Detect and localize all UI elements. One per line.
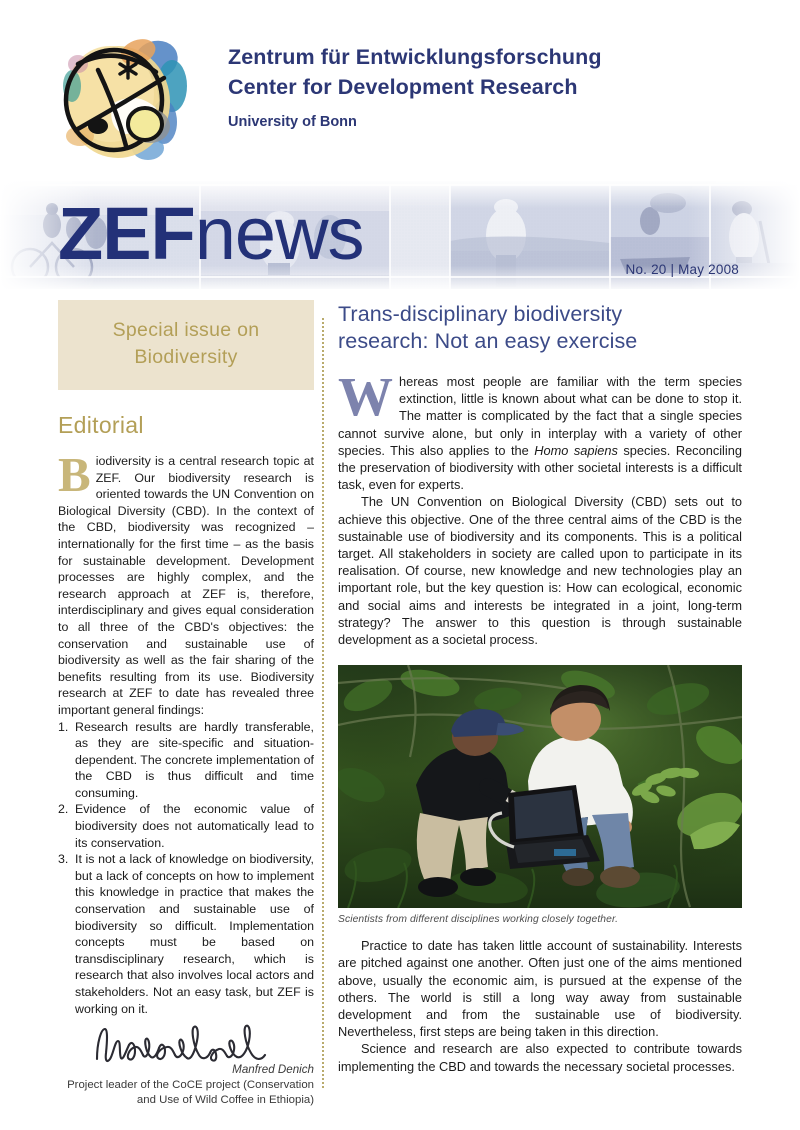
article-paragraph-1 (338, 366, 742, 493)
list-item (58, 851, 314, 1017)
signature-name: Manfred Denich (232, 1063, 314, 1077)
editorial-heading: Editorial (58, 412, 144, 438)
right-column (338, 300, 742, 1075)
editorial-intro-paragraph: Biodiversity is a central research topic at ZEF. Our biodiversity research is oriented towards the UN Convention on Biological Diversity (CBD). In the context of the CBD, biodiversity was recognized – internationally for the first time – as the basis for sustainable development. Development processes are highly complex, and the research approach at ZEF is, therefore, interdisciplinary and gives equal consideration to all three of the CBD's objectives: the conservation and sustainable use of biodiversity as well as the fair sharing of the benefits resulting from its use. Biodiversity research at ZEF to date has revealed three important general findings: (58, 447, 314, 717)
article-title-line-2: research: Not an easy exercise (338, 329, 638, 353)
article-paragraph-1-b: species. Reconciling the preservation of biodiversity with other societal interests is a difficult task, even for experts. (338, 442, 742, 493)
list-item-text: Research results are hardly transferable, as they are site-specific and situation-dependent. The concrete implementation of the CBD is thus difficult and time consuming. (75, 719, 314, 800)
article-body-bottom (338, 937, 742, 1075)
issue-number: No. 20 | May 2008 (625, 262, 739, 277)
left-column (58, 300, 314, 1108)
list-item (58, 719, 314, 802)
list-item-number: 1. (58, 719, 69, 734)
article-body-top (338, 366, 742, 648)
special-issue-line-1: Special issue on (112, 319, 260, 341)
org-affiliation: University of Bonn (228, 114, 357, 130)
scientists-in-forest-photo-icon (338, 665, 742, 908)
masthead-title (58, 193, 364, 275)
signature-role: Project leader of the CoCE project (Conservation and Use of Wild Coffee in Ethiopia) (67, 1079, 314, 1107)
article-paragraph-1-italic: Homo sapiens (534, 442, 618, 458)
organization-names (228, 42, 768, 130)
article-paragraph-2: The UN Convention on Biological Diversity (CBD) sets out to achieve this objective. One of the three central aims of the CBD is the sustainable use of biodiversity and its components. This is a political target. All stakeholders in society are called upon to participate in its realisation. Of course, new knowledge and new technologies play an important role, but the key question is: How can ecological, economic and social aims and interests be integrated in a joint, long-term strategy? The answer to this question is through sustainable development as a societal process. (338, 494, 742, 648)
article-photo (338, 665, 742, 908)
page-content (0, 300, 800, 1120)
editorial-findings-list (58, 719, 314, 1018)
list-item-number: 3. (58, 852, 69, 867)
org-name-english: Center for Development Research (228, 75, 578, 99)
masthead-banner (0, 181, 800, 289)
org-name-german: Zentrum für Entwicklungsforschung (228, 45, 602, 69)
masthead-title-zef: ZEF (58, 192, 195, 275)
editorial-body (58, 447, 314, 719)
signature-block (58, 1021, 314, 1108)
masthead-title-news: news (194, 192, 364, 275)
zef-logo-icon (52, 24, 202, 174)
list-item (58, 801, 314, 851)
handwritten-signature-icon (91, 1021, 281, 1067)
zef-logo (52, 24, 202, 174)
special-issue-box (58, 300, 314, 390)
article-title (338, 301, 742, 355)
article-paragraph-1-a: Whereas most people are familiar with the term species extinction, little is known about what can be done to stop it. The matter is complicated by the fact that a single species cannot survive alone, but only in interplay with a variety of other species. This also applies to the (338, 366, 742, 458)
list-item-text: It is not a lack of knowledge on biodiversity, but a lack of concepts on how to implement this knowledge in practice that makes the conservation and sustainable use of biodiversity so difficult. Implementation concepts must be based on transdisciplinary research, which is research that also involves local actors and stakeholders. Not an easy task, but ZEF is working on it. (75, 852, 314, 1016)
article-paragraph-3: Practice to date has taken little account of sustainability. Interests are pitched against one another. Often just one of the aims mentioned above, usually the economic aim, is pursued at the expense of the others. The world is still a long way away from sustainable development and from the sustainable use of biodiversity. Nevertheless, first steps are being taken in this direction. (338, 938, 742, 1040)
special-issue-line-2: Biodiversity (134, 346, 238, 368)
list-item-text: Evidence of the economic value of biodiversity does not automatically lead to its conservation. (75, 802, 314, 850)
list-item-number: 2. (58, 802, 69, 817)
column-divider (322, 318, 324, 1088)
photo-caption: Scientists from different disciplines working closely together. (338, 914, 619, 926)
article-title-line-1: Trans-disciplinary biodiversity (338, 302, 623, 326)
page-header (0, 0, 800, 180)
article-paragraph-4: Science and research are also expected to contribute towards implementing the CBD and towards the necessary societal processes. (338, 1041, 742, 1074)
